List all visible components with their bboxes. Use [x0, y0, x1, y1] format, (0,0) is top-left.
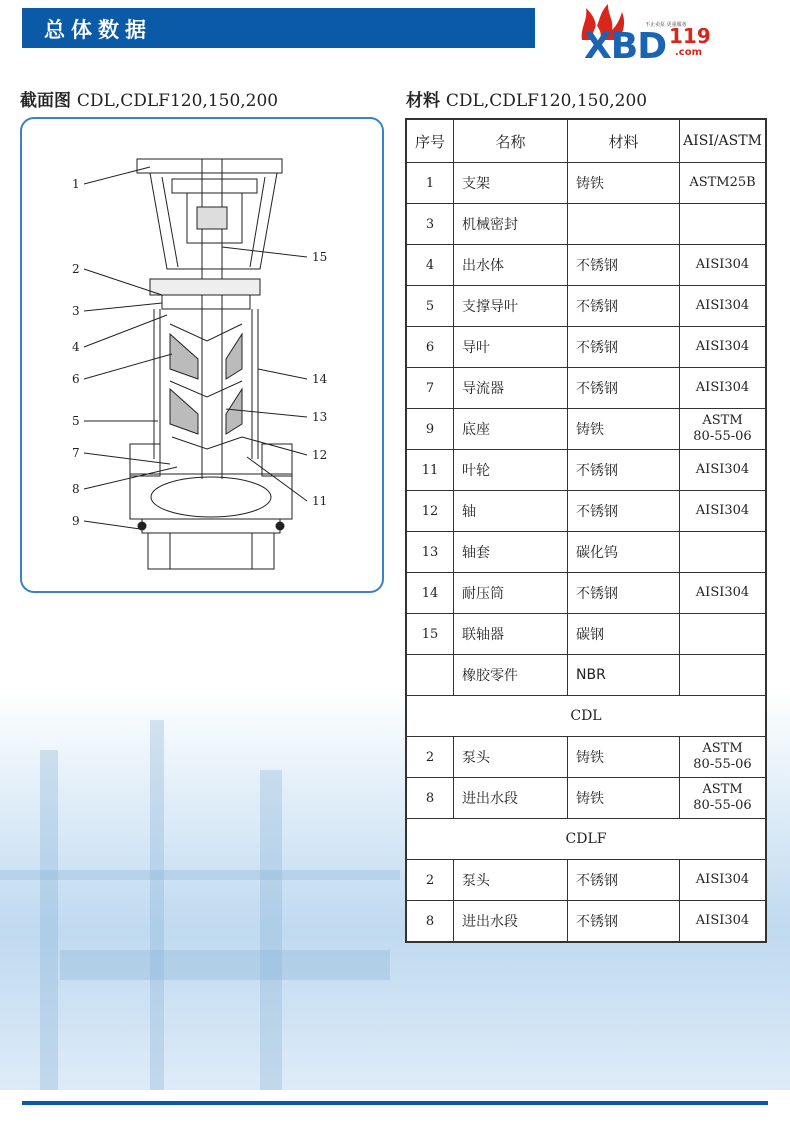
table-row [406, 573, 766, 614]
table-row [406, 901, 766, 943]
logo-domain: .com [675, 47, 703, 58]
cell-no: 13 [406, 532, 454, 573]
cell-no: 12 [406, 491, 454, 532]
cell-no: 3 [406, 204, 454, 245]
cell-no: 7 [406, 368, 454, 409]
cell-material: 碳钢 [568, 614, 680, 655]
cell-name: 导流器 [454, 368, 568, 409]
cell-standard [680, 327, 767, 368]
standard-line: AISI304 [695, 872, 750, 887]
group-label: CDLF [406, 819, 766, 860]
cell-standard [680, 778, 767, 819]
cell-no: 15 [406, 614, 454, 655]
cell-name: 出水体 [454, 245, 568, 286]
callout-label: 1 [72, 177, 80, 191]
page-title: 总体数据 [44, 18, 152, 42]
cell-name: 进出水段 [454, 778, 568, 819]
cell-no: 8 [406, 778, 454, 819]
pump-drawing [22, 119, 382, 591]
table-row [406, 737, 766, 778]
cell-no: 5 [406, 286, 454, 327]
standard-line: AISI304 [695, 257, 750, 272]
materials-table [405, 118, 767, 943]
callout-label: 2 [72, 262, 80, 276]
table-group-row [406, 696, 766, 737]
cell-material: 铸铁 [568, 163, 680, 204]
section-title-materials [406, 86, 647, 111]
cell-name: 导叶 [454, 327, 568, 368]
cell-standard [680, 737, 767, 778]
callout-label: 15 [312, 250, 328, 264]
callout-label: 9 [72, 514, 80, 528]
standard-line: 80-55-06 [693, 429, 752, 444]
cell-material [568, 204, 680, 245]
cell-material: 铸铁 [568, 737, 680, 778]
cell-material: 不锈钢 [568, 860, 680, 901]
table-row [406, 860, 766, 901]
callout-label: 11 [312, 494, 328, 508]
callout-label: 7 [72, 446, 80, 460]
standard-line: AISI304 [695, 339, 750, 354]
section-models: CDL,CDLF120,150,200 [445, 91, 648, 111]
cell-standard [680, 655, 767, 696]
table-row [406, 450, 766, 491]
header-no: 序号 [406, 119, 454, 163]
callout-label: 14 [312, 372, 328, 386]
table-row [406, 532, 766, 573]
standard-line: ASTM25B [689, 175, 756, 190]
section-models: CDL,CDLF120,150,200 [76, 91, 279, 111]
standard-line: AISI304 [695, 585, 750, 600]
cell-standard [680, 860, 767, 901]
standard-line: ASTM [702, 413, 743, 428]
callout-label: 6 [72, 372, 80, 386]
table-group-row [406, 819, 766, 860]
cell-no: 8 [406, 901, 454, 943]
table-row [406, 286, 766, 327]
cell-name: 进出水段 [454, 901, 568, 943]
cell-material: 不锈钢 [568, 368, 680, 409]
standard-line: AISI304 [695, 913, 750, 928]
table-row [406, 327, 766, 368]
standard-line: 80-55-06 [693, 798, 752, 813]
table-row [406, 204, 766, 245]
cell-no: 9 [406, 409, 454, 450]
table-row [406, 163, 766, 204]
table-row [406, 655, 766, 696]
cell-name: 底座 [454, 409, 568, 450]
cell-standard [680, 163, 767, 204]
standard-line: AISI304 [695, 298, 750, 313]
header-name: 名称 [454, 119, 568, 163]
callout-label: 13 [312, 410, 328, 424]
cell-no: 4 [406, 245, 454, 286]
section-label: 截面图 [20, 91, 71, 111]
standard-line: 80-55-06 [693, 757, 752, 772]
cell-standard [680, 286, 767, 327]
callout-label: 3 [72, 304, 80, 318]
cell-no: 2 [406, 737, 454, 778]
cell-material: 不锈钢 [568, 327, 680, 368]
cell-standard [680, 573, 767, 614]
standard-line: AISI304 [695, 503, 750, 518]
cell-name: 支撑导叶 [454, 286, 568, 327]
standard-line: AISI304 [695, 380, 750, 395]
cell-no: 1 [406, 163, 454, 204]
cell-name: 叶轮 [454, 450, 568, 491]
cell-material: 不锈钢 [568, 286, 680, 327]
cell-name: 泵头 [454, 737, 568, 778]
cell-material: 铸铁 [568, 778, 680, 819]
callout-label: 4 [72, 340, 80, 354]
cell-no: 6 [406, 327, 454, 368]
callout-label: 5 [72, 414, 80, 428]
cell-standard [680, 901, 767, 943]
cell-material: 不锈钢 [568, 901, 680, 943]
cell-standard [680, 450, 767, 491]
logo-brand: XBD [584, 26, 667, 67]
table-row [406, 245, 766, 286]
callout-label: 12 [312, 448, 328, 462]
cell-no [406, 655, 454, 696]
header-material: 材料 [568, 119, 680, 163]
cell-standard [680, 204, 767, 245]
company-logo [578, 2, 728, 68]
cell-name: 轴套 [454, 532, 568, 573]
cell-standard [680, 409, 767, 450]
cell-standard [680, 245, 767, 286]
cell-name: 泵头 [454, 860, 568, 901]
cell-material: 不锈钢 [568, 245, 680, 286]
table-row [406, 491, 766, 532]
cell-name: 耐压筒 [454, 573, 568, 614]
cell-name: 轴 [454, 491, 568, 532]
group-label: CDL [406, 696, 766, 737]
table-header-row [406, 119, 766, 163]
table-row [406, 368, 766, 409]
cell-name: 机械密封 [454, 204, 568, 245]
cell-standard [680, 368, 767, 409]
section-title-cross-section [20, 86, 278, 111]
cell-standard [680, 614, 767, 655]
cell-no: 2 [406, 860, 454, 901]
header-standard: AISI/ASTM [680, 119, 767, 163]
logo-slogan: 不止卖泵 更重服务 [645, 22, 687, 28]
logo-number: 119 [669, 24, 711, 48]
cell-standard [680, 532, 767, 573]
cell-material: NBR [568, 655, 680, 696]
cell-material: 不锈钢 [568, 450, 680, 491]
cell-material: 碳化钨 [568, 532, 680, 573]
cell-material: 不锈钢 [568, 573, 680, 614]
table-row [406, 778, 766, 819]
standard-line: ASTM [702, 782, 743, 797]
callout-label: 8 [72, 482, 80, 496]
cell-no: 14 [406, 573, 454, 614]
standard-line: AISI304 [695, 462, 750, 477]
cell-material: 不锈钢 [568, 491, 680, 532]
section-label: 材料 [406, 91, 440, 111]
cell-name: 支架 [454, 163, 568, 204]
table-row [406, 409, 766, 450]
cross-section-diagram [20, 117, 384, 593]
cell-name: 联轴器 [454, 614, 568, 655]
table-row [406, 614, 766, 655]
cell-material: 铸铁 [568, 409, 680, 450]
cell-standard [680, 491, 767, 532]
cell-no: 11 [406, 450, 454, 491]
standard-line: ASTM [702, 741, 743, 756]
footer-line [22, 1101, 768, 1105]
cell-name: 橡胶零件 [454, 655, 568, 696]
